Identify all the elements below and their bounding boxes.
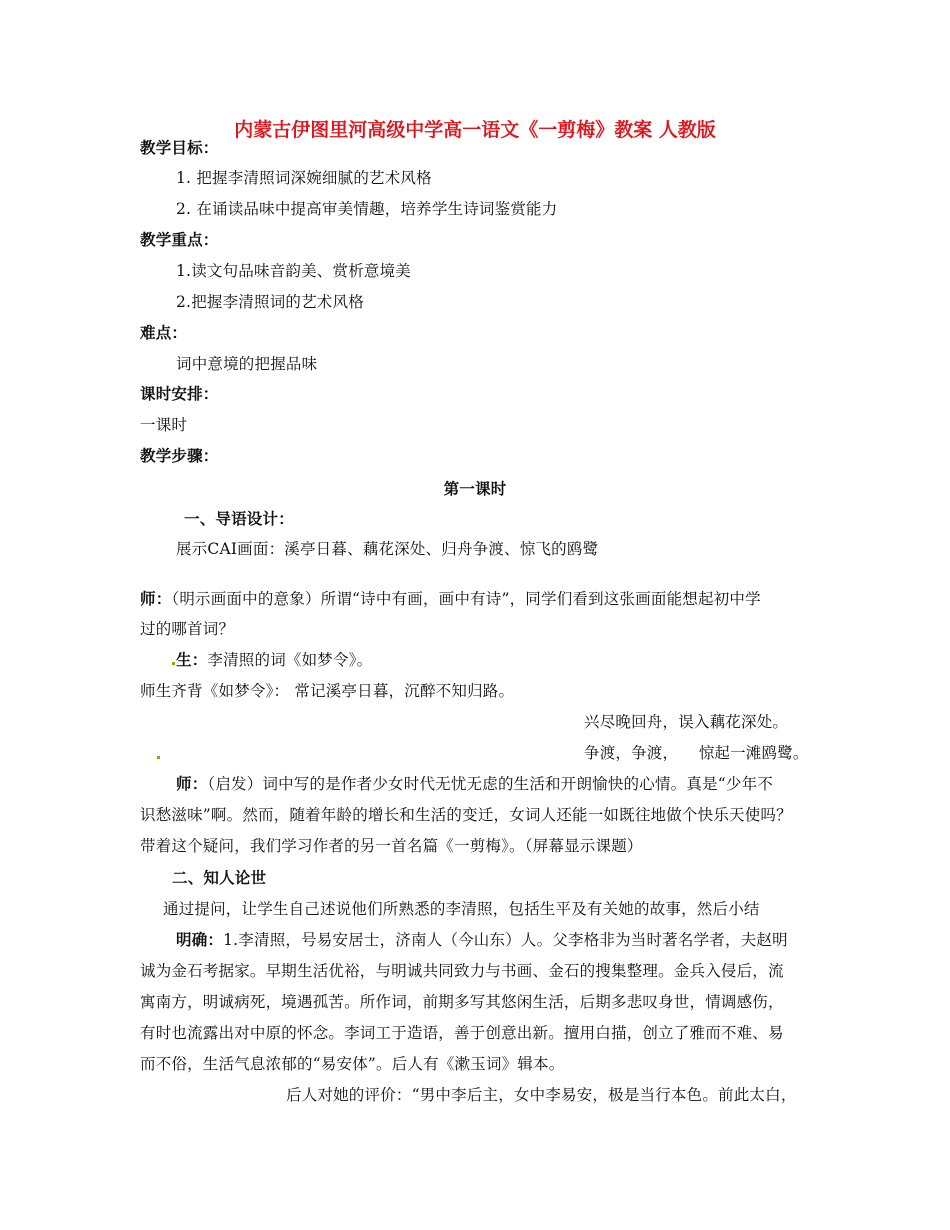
clear-line-3: 寓南方，明诚病死，境遇孤苦。所作词，前期多写其悠闲生活，后期多悲叹身世，情调感伤，: [140, 993, 784, 1011]
decor-dot: [172, 662, 175, 665]
key-point-item-2: 2.把握李清照词的艺术风格: [176, 293, 364, 311]
clear-paragraph: [176, 930, 788, 950]
schedule-text: 一课时: [140, 416, 188, 434]
difficulty-heading: 难点：: [140, 324, 188, 342]
teacher-text: （明示画面中的意象）所谓“诗中有画，画中有诗”，同学们看到这张画面能想起初中学: [171, 590, 761, 608]
schedule-heading: 课时安排：: [140, 385, 219, 403]
document-title: 内蒙古伊图里河高级中学高一语文《一剪梅》教案 人教版: [234, 119, 716, 141]
goal-item-1: 1. 把握李清照词深婉细腻的艺术风格: [176, 169, 432, 187]
recite-line-3: 争渡，争渡， 惊起一滩鸥鹭。: [584, 744, 809, 762]
teacher-paragraph-1: [140, 589, 761, 609]
teacher-label: 师：: [140, 590, 172, 608]
teacher2-text-line-2: 识愁滋味”啊。然而，随着年龄的增长和生活的变迁，女词人还能一如既往地做个快乐天使吗？: [140, 806, 792, 824]
teacher2-label: 师：: [176, 775, 208, 793]
teacher-paragraph-2: [176, 774, 773, 794]
section1-heading: 一、导语设计：: [184, 510, 294, 528]
recite-line-1: 师生齐背《如梦令》： 常记溪亭日暮，沉醉不知归路。: [140, 682, 515, 700]
teacher2-text-line-3: 带着这个疑问，我们学习作者的另一首名篇《一剪梅》。（屏幕显示课题）: [140, 837, 643, 855]
clear-label: 明确：: [176, 931, 224, 949]
student-label: 生：: [176, 651, 208, 669]
clear-line-2: 诚为金石考据家。早期生活优裕，与明诚共同致力与书画、金石的搜集整理。金兵入侵后，流: [140, 962, 784, 980]
cai-display-text: 展示CAI画面：溪亭日暮、藕花深处、归舟争渡、惊飞的鸥鹭: [176, 540, 599, 558]
clear-line-5: 而不俗，生活气息浓郁的“易安体”。后人有《漱玉词》辑本。: [140, 1055, 565, 1073]
steps-heading: 教学步骤：: [140, 447, 219, 465]
recite-line-2: 兴尽晚回舟，误入藕花深处。: [584, 713, 789, 731]
goal-item-2: 2. 在诵读品味中提高审美情趣，培养学生诗词鉴赏能力: [176, 200, 558, 218]
goals-heading: 教学目标：: [140, 139, 219, 157]
student-answer: [176, 650, 372, 670]
section2-heading: 二、知人论世: [172, 869, 267, 887]
clear-text: 1.李清照，号易安居士，济南人（今山东）人。父李格非为当时著名学者，夫赵明: [223, 931, 788, 949]
student-text: 李清照的词《如梦令》。: [207, 651, 373, 669]
decor-dot: [157, 756, 160, 759]
teacher-text-continued: 过的哪首词？: [140, 620, 235, 638]
teacher2-text: （启发）词中写的是作者少女时代无忧无虑的生活和开朗愉快的心情。真是“少年不: [207, 775, 773, 793]
key-points-heading: 教学重点：: [140, 231, 219, 249]
clear-line-4: 有时也流露出对中原的怀念。李词工于造语，善于创意出新。擅用白描，创立了雅而不难、易: [140, 1024, 784, 1042]
section2-intro: 通过提问，让学生自己述说他们所熟悉的李清照，包括生平及有关她的故事，然后小结: [163, 900, 760, 918]
key-point-item-1: 1.读文句品味音韵美、赏析意境美: [176, 262, 411, 280]
difficulty-text: 词中意境的把握品味: [176, 355, 318, 373]
lesson-heading: 第一课时: [443, 480, 507, 498]
evaluation-text: 后人对她的评价：“男中李后主，女中李易安，极是当行本色。前此太白，: [286, 1086, 797, 1104]
